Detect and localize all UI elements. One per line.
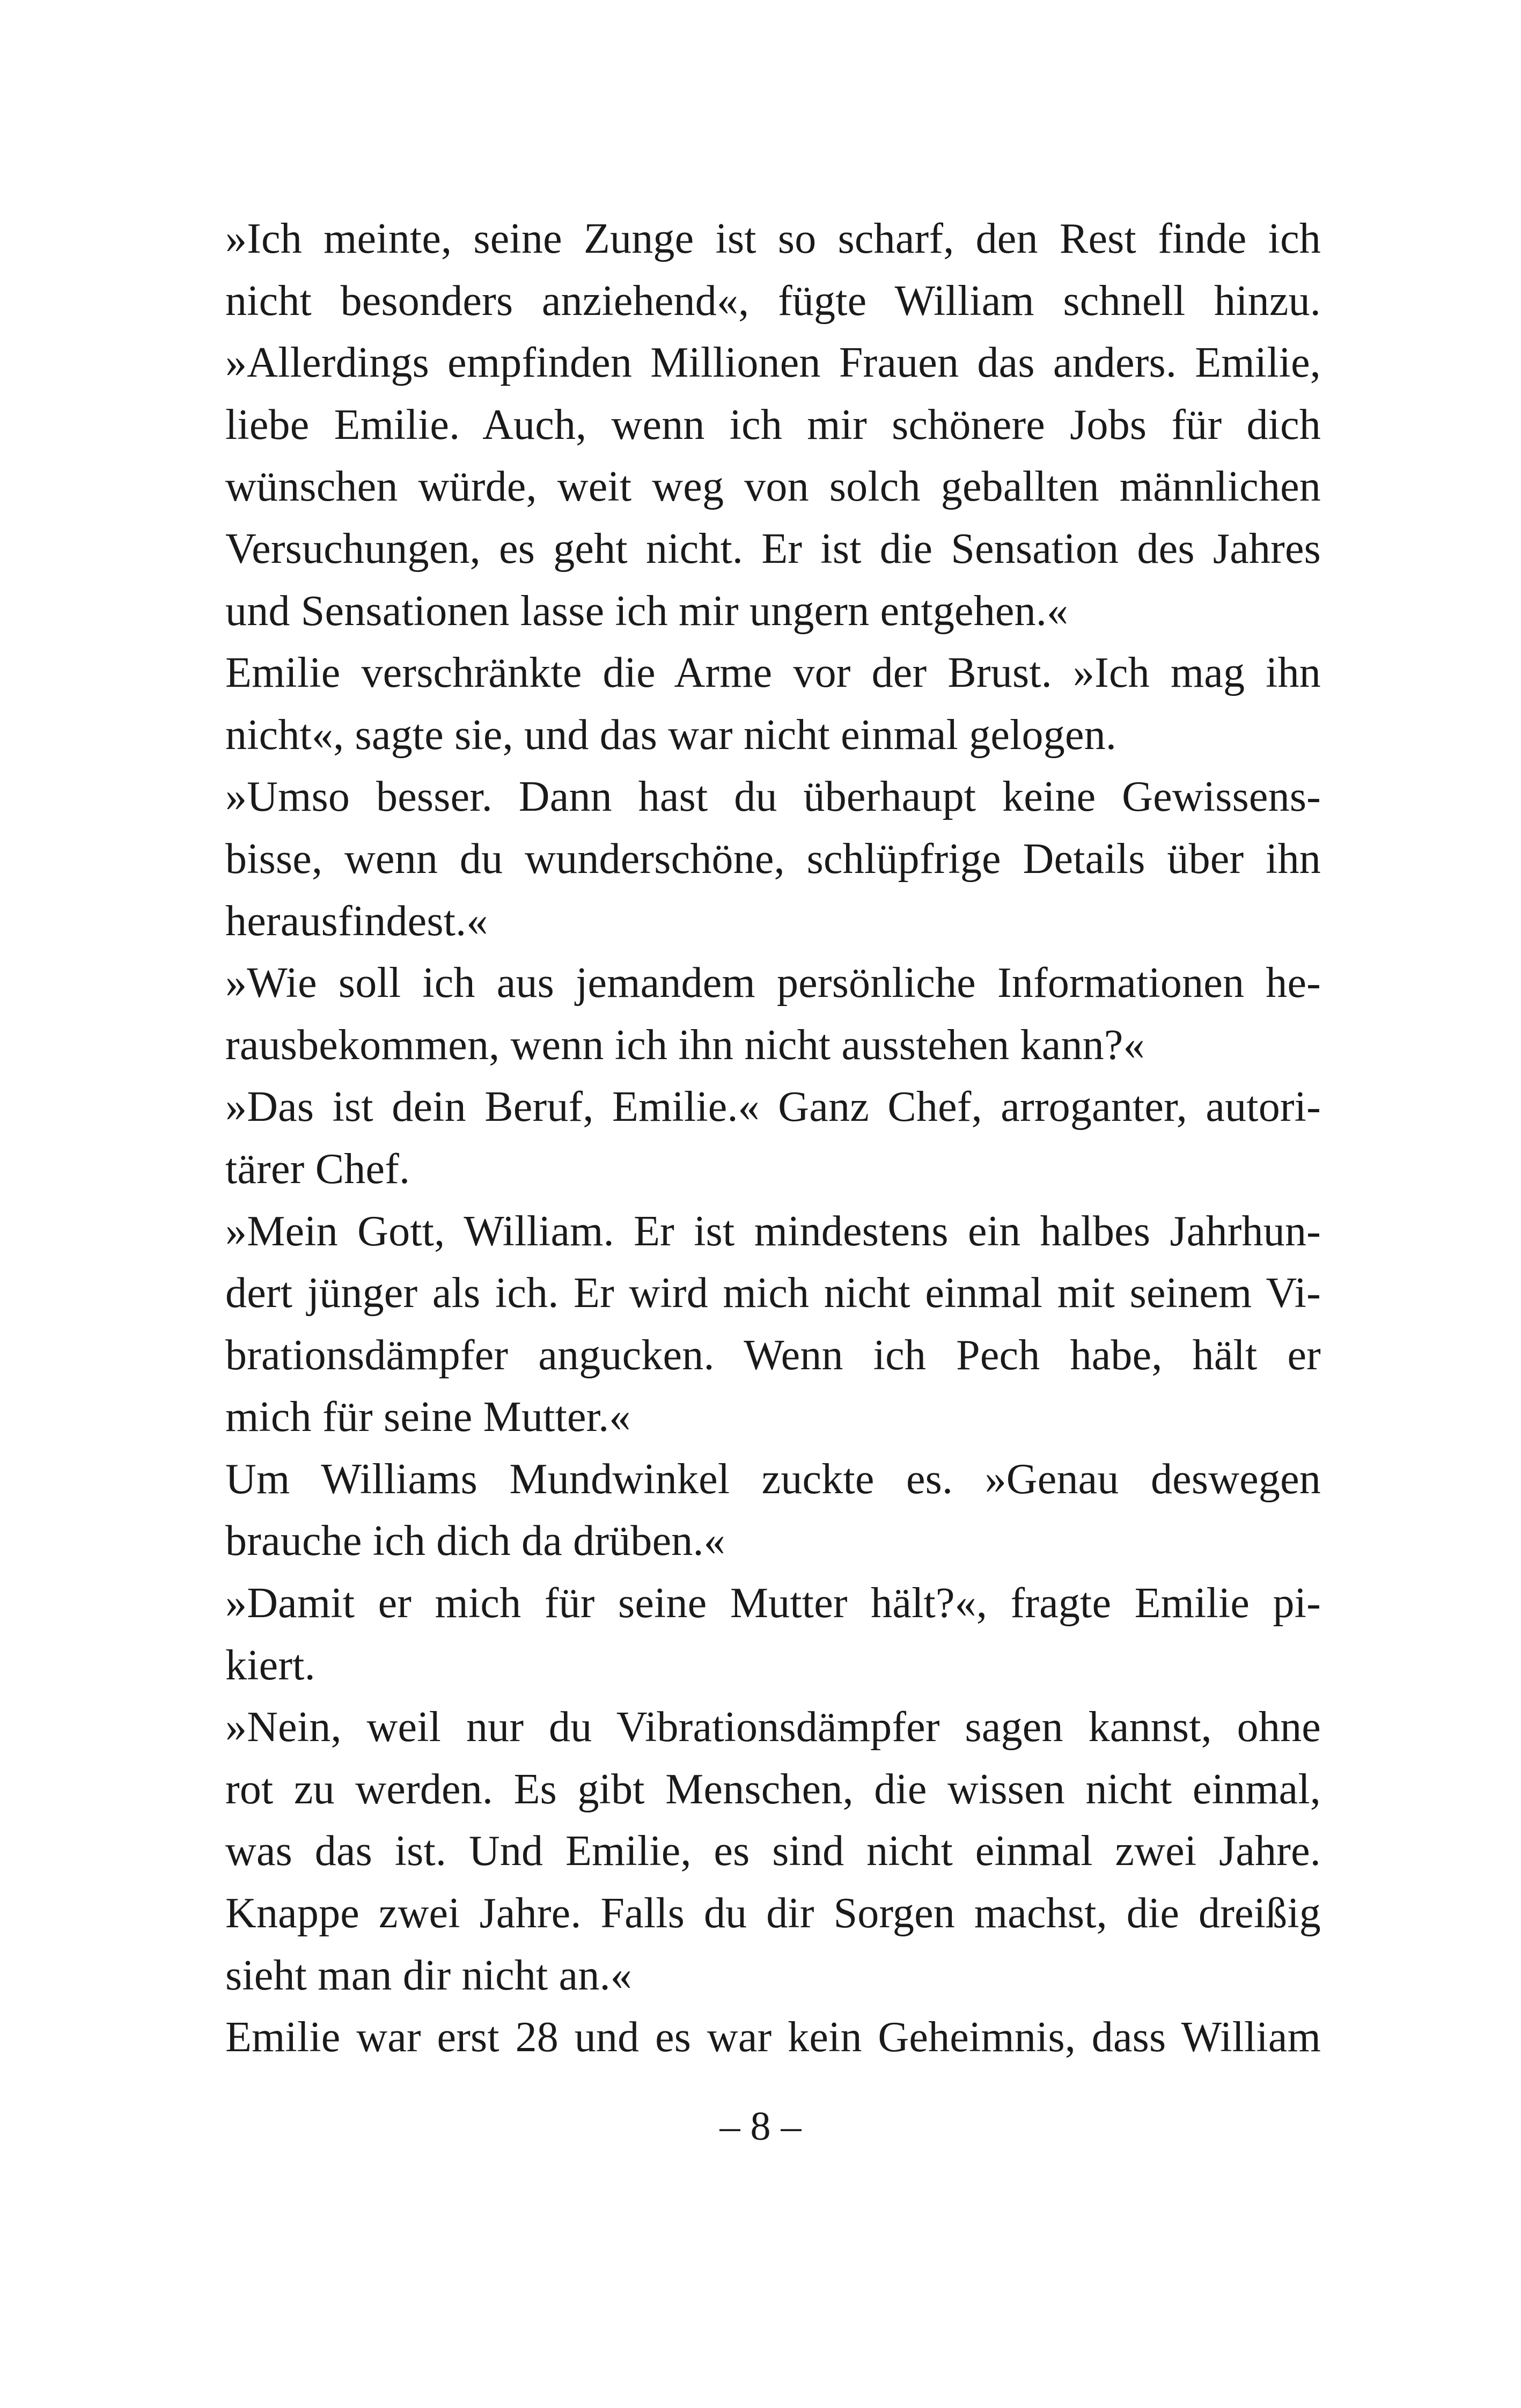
- text-line: Um Williams Mundwinkel zuckte es. »Genau deswegen: [225, 1455, 1321, 1503]
- text-line: wünschen würde, weit weg von solch geballten männlichen: [225, 463, 1321, 511]
- text-line: liebe Emilie. Auch, wenn ich mir schönere Jobs für dich: [225, 401, 1321, 449]
- text-line: »Umso besser. Dann hast du überhaupt keine Gewissens-: [225, 773, 1321, 821]
- text-line: mich für seine Mutter.«: [225, 1393, 631, 1441]
- text-line: Knappe zwei Jahre. Falls du dir Sorgen machst, die dreißig: [225, 1890, 1321, 1937]
- text-line: brationsdämpfer angucken. Wenn ich Pech habe, hält er: [225, 1331, 1321, 1379]
- page-number: – 8 –: [719, 2104, 802, 2149]
- text-line: »Das ist dein Beruf, Emilie.« Ganz Chef, arroganter, autori-: [225, 1083, 1321, 1131]
- text-line: und Sensationen lasse ich mir ungern entgehen.«: [225, 587, 1069, 635]
- text-line: nicht besonders anziehend«, fügte William schnell hinzu.: [225, 277, 1321, 325]
- text-line: »Damit er mich für seine Mutter hält?«, fragte Emilie pi-: [225, 1580, 1321, 1627]
- text-line: rot zu werden. Es gibt Menschen, die wissen nicht einmal,: [225, 1765, 1321, 1813]
- text-line: »Ich meinte, seine Zunge ist so scharf, den Rest finde ich: [225, 215, 1321, 262]
- text-line: dert jünger als ich. Er wird mich nicht einmal mit seinem Vi-: [225, 1269, 1321, 1317]
- text-line: Emilie verschränkte die Arme vor der Brust. »Ich mag ihn: [225, 649, 1321, 697]
- text-line: »Nein, weil nur du Vibrationsdämpfer sagen kannst, ohne: [225, 1704, 1321, 1751]
- text-line: sieht man dir nicht an.«: [225, 1951, 632, 1999]
- text-line: bisse, wenn du wunderschöne, schlüpfrige Details über ihn: [225, 835, 1321, 883]
- text-line: herausfindest.«: [225, 897, 488, 945]
- text-line: nicht«, sagte sie, und das war nicht einmal gelogen.: [225, 711, 1117, 759]
- text-line: kiert.: [225, 1641, 315, 1689]
- text-line: brauche ich dich da drüben.«: [225, 1517, 725, 1565]
- text-line: tärer Chef.: [225, 1145, 410, 1193]
- body-text: [225, 208, 1321, 2069]
- text-line: Versuchungen, es geht nicht. Er ist die Sensation des Jahres: [225, 525, 1321, 572]
- text-line: »Mein Gott, William. Er ist mindestens ein halbes Jahrhun-: [225, 1207, 1321, 1255]
- text-line: »Allerdings empfinden Millionen Frauen das anders. Emilie,: [225, 339, 1321, 387]
- text-line: rausbekommen, wenn ich ihn nicht ausstehen kann?«: [225, 1021, 1145, 1069]
- text-line: »Wie soll ich aus jemandem persönliche Informationen he-: [225, 959, 1321, 1007]
- text-line: Emilie war erst 28 und es war kein Geheimnis, dass William: [225, 2014, 1321, 2061]
- text-line: was das ist. Und Emilie, es sind nicht einmal zwei Jahre.: [225, 1827, 1321, 1875]
